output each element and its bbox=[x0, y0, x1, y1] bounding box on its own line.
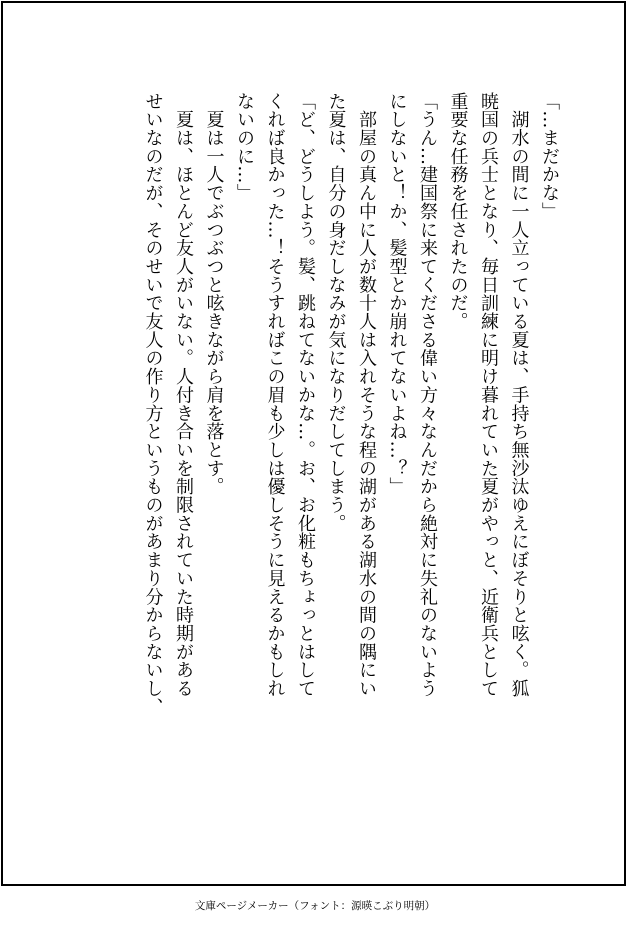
text-line-5: 「うん…建国祭に来てくださる偉い方々なんだから絶対に失礼のないよう bbox=[417, 92, 438, 698]
text-line-10: くれば良かった…！そうすればこの眉も少しは優しそうに見えるかもしれ bbox=[264, 92, 286, 698]
text-line-11: ないのに…」 bbox=[234, 92, 255, 203]
text-line-13: 夏は、ほとんど友人がいない。人付き合いを制限されていた時期がある bbox=[173, 92, 194, 698]
text-line-12: 夏は一人でぶつぶつと呟きながら肩を落とす。 bbox=[203, 92, 225, 496]
text-line-8: た夏は、自分の身だしなみが気になりだしてしまう。 bbox=[325, 92, 347, 533]
footer-credit: 文庫ページメーカー（フォント：源暎こぶり明朝） bbox=[194, 900, 436, 912]
text-line-14: せいなのだが、そのせいで友人の作り方というものがあまり分からないし、 bbox=[142, 92, 164, 716]
text-line-7: 部屋の真ん中に人が数十人は入れそうな程の湖がある湖水の間の隅にい bbox=[356, 92, 377, 698]
vertical-text-body bbox=[64, 92, 564, 812]
text-line-3: 暁国の兵士となり、毎日訓練に明け暮れていた夏がやっと、近衛兵として bbox=[478, 92, 499, 698]
text-line-6: にしないと！か、髪型とか崩れてないよね…？」 bbox=[386, 92, 408, 496]
text-line-4: 重要な任務を任されたのだ。 bbox=[447, 92, 469, 331]
text-line-2: 湖水の間に一人立っている夏は、手持ち無沙汰ゆえにぼそりと呟く。狐 bbox=[508, 92, 530, 698]
text-line-9: 「ど、どうしよう。髪、跳ねてないかな…。お、お化粧もちょっとはして bbox=[295, 92, 316, 698]
text-line-1: 「…まだかな」 bbox=[539, 92, 560, 221]
